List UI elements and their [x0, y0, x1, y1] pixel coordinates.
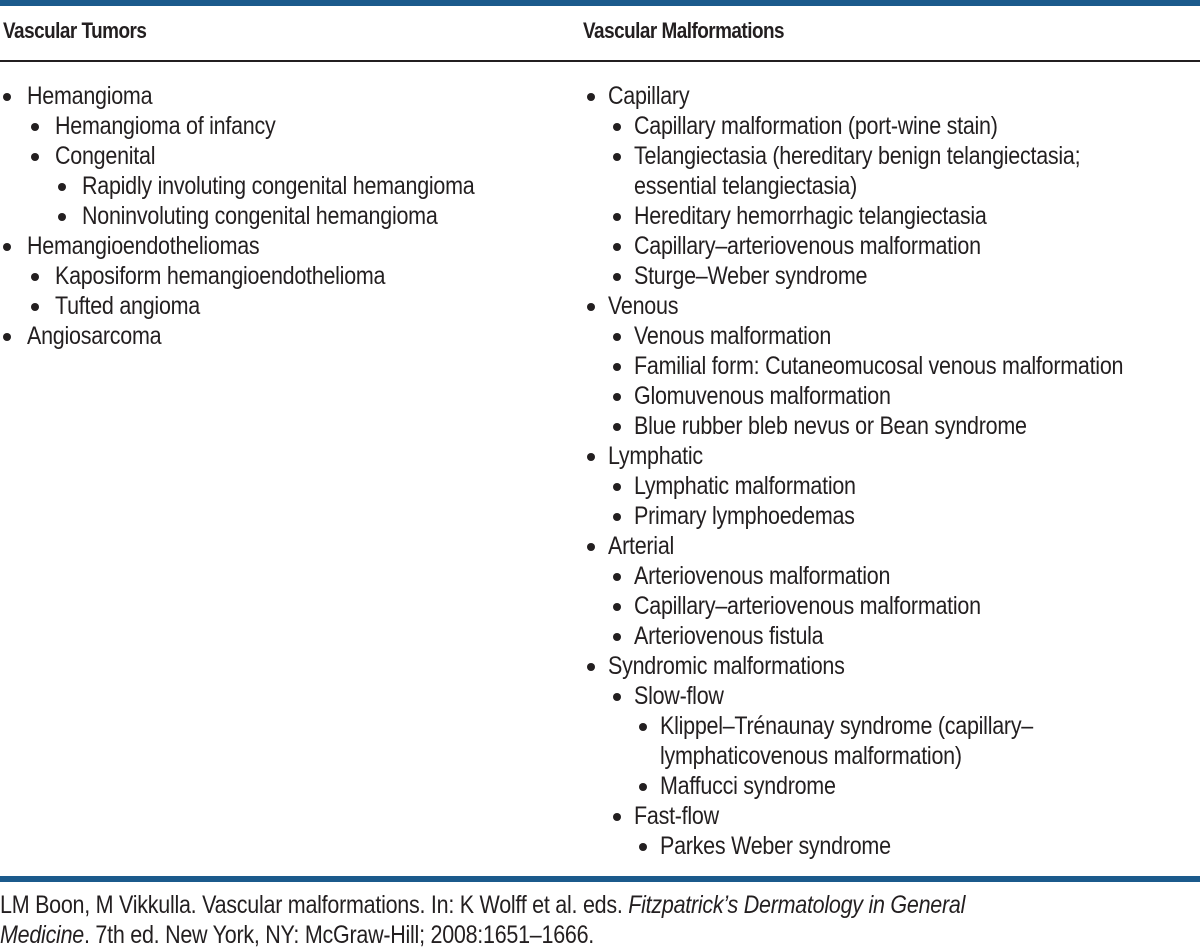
bullet-icon — [639, 843, 647, 851]
bullet-icon — [587, 93, 595, 101]
list-item-text: Hemangioma — [27, 82, 153, 110]
list-item-text: Primary lymphoedemas — [634, 502, 855, 530]
bullet-icon — [58, 213, 66, 221]
top-accent-rule — [0, 0, 1200, 6]
list-item-text: Glomuvenous malformation — [634, 382, 891, 410]
bullet-icon — [3, 93, 11, 101]
list-item-text: Sturge–Weber syndrome — [634, 262, 868, 290]
bullet-icon — [587, 543, 595, 551]
list-item-level-3 — [583, 771, 1200, 801]
bottom-accent-rule — [0, 876, 1200, 882]
list-item-level-2 — [583, 561, 1200, 591]
list-item-level-2 — [583, 621, 1200, 651]
list-item-level-1 — [0, 321, 560, 351]
header-divider-rule — [0, 60, 1200, 62]
bullet-icon — [639, 723, 647, 731]
bullet-icon — [31, 273, 39, 281]
list-item-text: Capillary malformation (port-wine stain) — [634, 112, 998, 140]
list-item-level-1 — [0, 81, 560, 111]
list-item-level-2 — [583, 381, 1200, 411]
bullet-icon — [613, 483, 621, 491]
citation-book-title-part-2: Medicine — [0, 921, 84, 949]
list-item-text: Capillary — [608, 82, 690, 110]
list-item-text: Noninvoluting congenital hemangioma — [82, 202, 438, 230]
bullet-icon — [613, 153, 621, 161]
bullet-icon — [587, 453, 595, 461]
bullet-icon — [587, 303, 595, 311]
bullet-icon — [613, 603, 621, 611]
list-item-level-2 — [583, 231, 1200, 261]
citation-line-1 — [0, 890, 1187, 920]
list-item-level-1 — [0, 231, 560, 261]
list-item-text: Venous malformation — [634, 322, 832, 350]
list-item-text-continuation: lymphaticovenous malformation) — [660, 742, 962, 770]
bullet-icon — [613, 393, 621, 401]
list-item-level-1 — [583, 81, 1200, 111]
bullet-icon — [613, 123, 621, 131]
bullet-icon — [613, 513, 621, 521]
list-item-text-continuation: essential telangiectasia) — [634, 172, 858, 200]
bullet-icon — [3, 333, 11, 341]
bullet-icon — [613, 423, 621, 431]
list-item-text: Hereditary hemorrhagic telangiectasia — [634, 202, 987, 230]
list-item-text: Lymphatic — [608, 442, 703, 470]
bullet-icon — [613, 363, 621, 371]
citation-publisher-text: . 7th ed. New York, NY: McGraw-Hill; 2008:1651–1666. — [83, 921, 595, 949]
list-item-text: Parkes Weber syndrome — [660, 832, 891, 860]
list-item-level-2 — [583, 411, 1200, 441]
vascular-tumors-list — [0, 81, 560, 351]
column-header-vascular-tumors: Vascular Tumors — [3, 18, 147, 43]
list-item-text: Blue rubber bleb nevus or Bean syndrome — [634, 412, 1027, 440]
list-item-text: Arteriovenous malformation — [634, 562, 891, 590]
list-item-text: Lymphatic malformation — [634, 472, 856, 500]
list-item-text: Telangiectasia (hereditary benign telangiectasia; — [634, 142, 1081, 170]
list-item-level-2 — [583, 201, 1200, 231]
list-item-level-2 — [583, 681, 1200, 711]
list-item-level-3 — [583, 711, 1200, 771]
bullet-icon — [639, 783, 647, 791]
list-item-level-1 — [583, 291, 1200, 321]
bullet-icon — [31, 303, 39, 311]
list-item-text: Syndromic malformations — [608, 652, 845, 680]
list-item-text: Maffucci syndrome — [660, 772, 836, 800]
bullet-icon — [3, 243, 11, 251]
list-item-level-1 — [583, 531, 1200, 561]
list-item-level-3 — [0, 171, 560, 201]
list-item-text: Hemangioma of infancy — [55, 112, 276, 140]
bullet-icon — [31, 153, 39, 161]
list-item-text: Hemangioendotheliomas — [27, 232, 260, 260]
list-item-text: Venous — [608, 292, 679, 320]
bullet-icon — [613, 243, 621, 251]
list-item-level-1 — [583, 441, 1200, 471]
list-item-text: Arterial — [608, 532, 675, 560]
list-item-text: Klippel–Trénaunay syndrome (capillary– — [660, 712, 1034, 740]
bullet-icon — [58, 183, 66, 191]
list-item-level-3 — [0, 201, 560, 231]
list-item-text: Arteriovenous fistula — [634, 622, 824, 650]
bullet-icon — [613, 813, 621, 821]
bullet-icon — [31, 123, 39, 131]
list-item-level-2 — [583, 471, 1200, 501]
list-item-text: Congenital — [55, 142, 156, 170]
list-item-text: Rapidly involuting congenital hemangioma — [82, 172, 475, 200]
list-item-level-1 — [583, 651, 1200, 681]
list-item-level-3 — [583, 831, 1200, 861]
citation-authors-text: LM Boon, M Vikkulla. Vascular malformations. In: K Wolff et al. eds. — [0, 891, 629, 919]
list-item-level-2 — [0, 261, 560, 291]
list-item-text: Slow-flow — [634, 682, 724, 710]
bullet-icon — [613, 333, 621, 341]
list-item-text: Familial form: Cutaneomucosal venous malformation — [634, 352, 1124, 380]
list-item-text: Tufted angioma — [55, 292, 200, 320]
vascular-malformations-list — [583, 81, 1200, 861]
list-item-level-2 — [583, 591, 1200, 621]
list-item-text: Capillary–arteriovenous malformation — [634, 232, 981, 260]
bullet-icon — [613, 633, 621, 641]
list-item-level-2 — [583, 351, 1200, 381]
citation-book-title-part-1: Fitzpatrick’s Dermatology in General — [628, 891, 966, 919]
list-item-level-2 — [0, 111, 560, 141]
list-item-text: Angiosarcoma — [27, 322, 162, 350]
list-item-level-2 — [583, 801, 1200, 831]
bullet-icon — [613, 213, 621, 221]
list-item-text: Capillary–arteriovenous malformation — [634, 592, 981, 620]
source-citation — [0, 890, 1187, 950]
bullet-icon — [587, 663, 595, 671]
list-item-level-2 — [583, 321, 1200, 351]
list-item-level-2 — [0, 141, 560, 171]
column-header-vascular-malformations: Vascular Malformations — [583, 18, 785, 43]
list-item-text: Fast-flow — [634, 802, 719, 830]
list-item-level-2 — [583, 261, 1200, 291]
list-item-level-2 — [583, 501, 1200, 531]
citation-line-2 — [0, 920, 1187, 950]
list-item-level-2 — [583, 111, 1200, 141]
bullet-icon — [613, 573, 621, 581]
bullet-icon — [613, 273, 621, 281]
list-item-text: Kaposiform hemangioendothelioma — [55, 262, 386, 290]
bullet-icon — [613, 693, 621, 701]
list-item-level-2 — [583, 141, 1200, 201]
list-item-level-2 — [0, 291, 560, 321]
